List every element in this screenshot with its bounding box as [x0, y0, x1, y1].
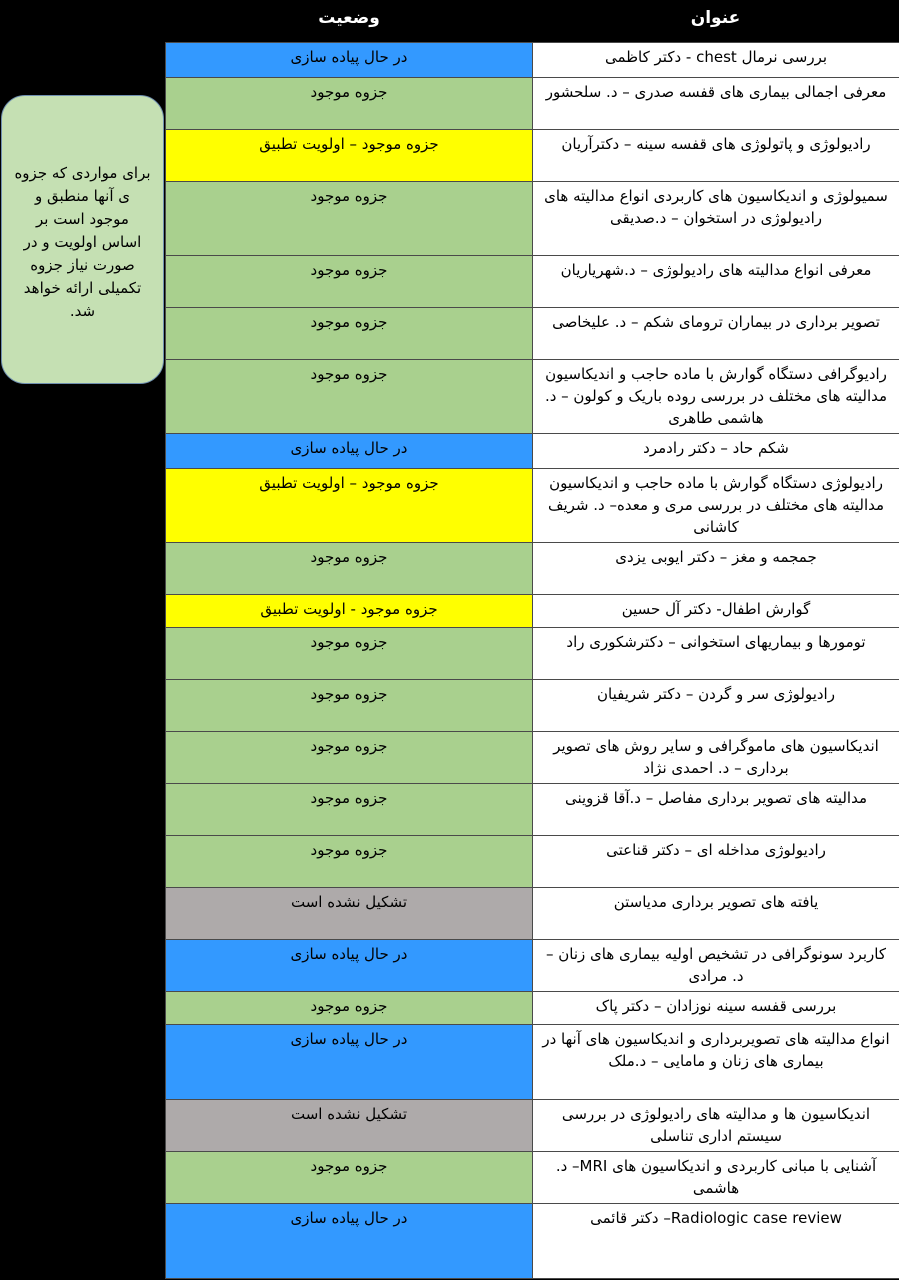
table-body [166, 43, 899, 1279]
table-row [166, 784, 899, 836]
status-cell: جزوه موجود [166, 256, 533, 308]
table-row [166, 360, 899, 434]
status-cell: جزوه موجود [166, 543, 533, 595]
status-cell: در حال پیاده سازی [166, 43, 533, 78]
table-row [166, 1204, 899, 1279]
status-cell: جزوه موجود [166, 628, 533, 680]
status-cell: تشکیل نشده است [166, 1100, 533, 1152]
status-cell: جزوه موجود [166, 78, 533, 130]
table-header [166, 0, 899, 42]
status-cell: جزوه موجود [166, 784, 533, 836]
table-row [166, 1152, 899, 1204]
course-status-table [165, 42, 899, 1279]
table-row [166, 130, 899, 182]
status-cell: جزوه موجود [166, 182, 533, 256]
table-row [166, 434, 899, 469]
table-row [166, 78, 899, 130]
title-cell: گوارش اطفال- دکتر آل حسین [533, 595, 899, 628]
title-cell: بررسی نرمال chest - دکتر کاظمی [533, 43, 899, 78]
table-row [166, 256, 899, 308]
status-cell: جزوه موجود [166, 836, 533, 888]
title-cell: شکم حاد – دکتر رادمرد [533, 434, 899, 469]
status-cell: جزوه موجود [166, 360, 533, 434]
table-row [166, 680, 899, 732]
title-cell: رادیولوژی مداخله ای – دکتر قناعتی [533, 836, 899, 888]
table-row [166, 595, 899, 628]
title-cell: کاربرد سونوگرافی در تشخیص اولیه بیماری های زنان – د. مرادی [533, 940, 899, 992]
title-cell: Radiologic case review– دکتر قائمی [533, 1204, 899, 1279]
status-cell: جزوه موجود [166, 732, 533, 784]
title-cell: یافته های تصویر برداری مدیاستن [533, 888, 899, 940]
table-row [166, 1100, 899, 1152]
table-row [166, 469, 899, 543]
table-row [166, 1025, 899, 1100]
table-row [166, 992, 899, 1025]
status-cell: در حال پیاده سازی [166, 940, 533, 992]
title-cell: تصویر برداری در بیماران ترومای شکم – د. علیخاصی [533, 308, 899, 360]
title-cell: بررسی قفسه سینه نوزادان – دکتر پاک [533, 992, 899, 1025]
title-cell: رادیوگرافی دستگاه گوارش با ماده حاجب و اندیکاسیون مدالیته های مختلف در بررسی روده باریک و کولون – د. هاشمی طاهری [533, 360, 899, 434]
title-cell: آشنایی با مبانی کاربردی و اندیکاسیون های MRI– د. هاشمی [533, 1152, 899, 1204]
title-cell: اندیکاسیون های ماموگرافی و سایر روش های تصویر برداری – د. احمدی نژاد [533, 732, 899, 784]
title-cell: رادیولوژی سر و گردن – دکتر شریفیان [533, 680, 899, 732]
table-row [166, 732, 899, 784]
title-cell: جمجمه و مغز – دکتر ایوبی یزدی [533, 543, 899, 595]
status-column-header: وضعیت [318, 8, 380, 28]
table-row [166, 308, 899, 360]
table-row [166, 888, 899, 940]
status-cell: تشکیل نشده است [166, 888, 533, 940]
title-cell: اندیکاسیون ها و مدالیته های رادیولوژی در بررسی سیستم اداری تناسلی [533, 1100, 899, 1152]
table-row [166, 182, 899, 256]
table-row [166, 543, 899, 595]
note-text: برای مواردی که جزوه ی آنها منطبق و موجود است بر اساس اولویت و در صورت نیاز جزوه تکمیلی ارائه خواهد شد. [14, 164, 151, 320]
table-row [166, 628, 899, 680]
title-cell: رادیولوژی و پاتولوژی های قفسه سینه – دکترآریان [533, 130, 899, 182]
table-row [166, 940, 899, 992]
status-cell: در حال پیاده سازی [166, 434, 533, 469]
title-cell: معرفی اجمالی بیماری های قفسه صدری – د. سلحشور [533, 78, 899, 130]
title-cell: رادیولوژی دستگاه گوارش با ماده حاجب و اندیکاسیون مدالیته های مختلف در بررسی مری و معده– د. شریف کاشانی [533, 469, 899, 543]
status-cell: جزوه موجود [166, 992, 533, 1025]
status-cell: در حال پیاده سازی [166, 1204, 533, 1279]
status-cell: جزوه موجود - اولویت تطبیق [166, 595, 533, 628]
status-cell: جزوه موجود [166, 1152, 533, 1204]
note-box [1, 95, 164, 384]
status-cell: جزوه موجود [166, 308, 533, 360]
title-cell: انواع مدالیته های تصویربرداری و اندیکاسیون های آنها در بیماری های زنان و مامایی – د.ملک [533, 1025, 899, 1100]
title-cell: مدالیته های تصویر برداری مفاصل – د.آقا قزوینی [533, 784, 899, 836]
title-cell: سمیولوژی و اندیکاسیون های کاربردی انواع مدالیته های رادیولوژی در استخوان – د.صدیقی [533, 182, 899, 256]
title-cell: تومورها و بیماریهای استخوانی – دکترشکوری راد [533, 628, 899, 680]
status-cell: جزوه موجود – اولویت تطبیق [166, 130, 533, 182]
status-cell: جزوه موجود [166, 680, 533, 732]
title-column-header: عنوان [690, 8, 741, 28]
status-cell: در حال پیاده سازی [166, 1025, 533, 1100]
title-cell: معرفی انواع مدالیته های رادیولوژی – د.شهریاریان [533, 256, 899, 308]
table-row [166, 836, 899, 888]
status-cell: جزوه موجود – اولویت تطبیق [166, 469, 533, 543]
table-row [166, 43, 899, 78]
